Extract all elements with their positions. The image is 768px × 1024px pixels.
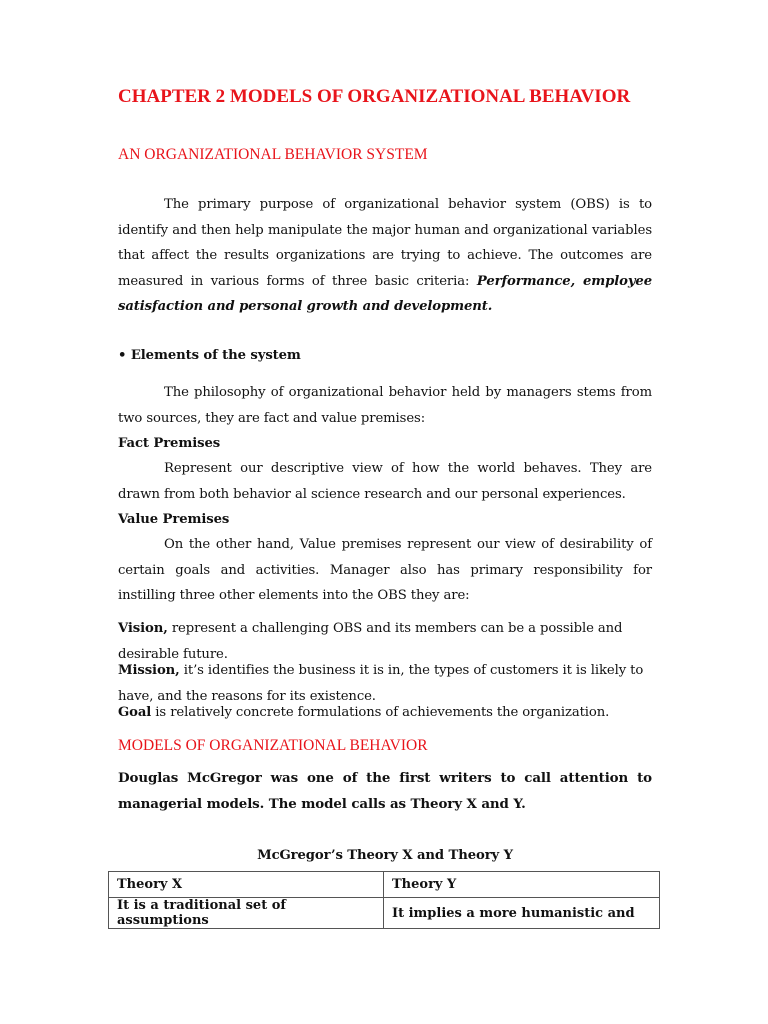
vision-text: represent a challenging OBS and its members can be a possible and desirable future. xyxy=(118,621,623,662)
fact-premises-paragraph xyxy=(118,456,652,507)
table-cell-theory-y: It implies a more humanistic and xyxy=(384,898,660,929)
obs-criteria-emphasis: Performance, employee satisfaction and personal growth and development. xyxy=(118,273,652,314)
obs-paragraph xyxy=(118,192,652,320)
value-premises-paragraph xyxy=(118,532,652,609)
obs-paragraph-text: The primary purpose of organizational behavior system (OBS) is to identify and then help manipulate the major human and organizational variables that affect the results organizations are trying to achieve. The outcomes are measured in various forms of three basic criteria: xyxy=(118,197,652,289)
fact-premises-text: Represent our descriptive view of how the world behaves. They are drawn from both behavior al science research and our personal experiences. xyxy=(118,461,652,502)
value-premises-text: On the other hand, Value premises represent our view of desirability of certain goals and activities. Manager also has primary responsibility for instilling three other elements into the OBS they are: xyxy=(118,537,652,603)
table-header-theory-x: Theory X xyxy=(109,872,384,898)
elements-heading: • Elements of the system xyxy=(118,348,301,363)
fact-premises-heading: Fact Premises xyxy=(118,436,221,451)
table-header-row xyxy=(109,872,660,898)
table-row xyxy=(109,898,660,929)
elements-intro-text: The philosophy of organizational behavior held by managers stems from two sources, they are fact and value premises: xyxy=(118,385,652,426)
value-premises-heading: Value Premises xyxy=(118,512,230,527)
goal-text: is relatively concrete formulations of achievements the organization. xyxy=(151,705,610,720)
table-cell-theory-x: It is a traditional set of assumptions xyxy=(109,898,384,929)
section-heading-models: MODELS OF ORGANIZATIONAL BEHAVIOR xyxy=(118,737,428,754)
table-header-theory-y: Theory Y xyxy=(384,872,660,898)
section-heading-obs: AN ORGANIZATIONAL BEHAVIOR SYSTEM xyxy=(118,146,428,163)
mcgregor-intro: Douglas McGregor was one of the first writers to call attention to managerial models. The model calls as Theory X and Y. xyxy=(118,770,652,812)
mission-text: it’s identifies the business it is in, the types of customers it is likely to have, and the reasons for its existence. xyxy=(118,663,644,704)
table-caption: McGregor’s Theory X and Theory Y xyxy=(257,848,513,863)
goal-paragraph xyxy=(118,700,652,726)
vision-term: Vision, xyxy=(118,621,168,636)
elements-intro xyxy=(118,380,652,431)
chapter-title: CHAPTER 2 MODELS OF ORGANIZATIONAL BEHAVIOR xyxy=(118,86,631,107)
goal-term: Goal xyxy=(118,705,152,720)
theory-table xyxy=(108,871,660,929)
mission-term: Mission, xyxy=(118,663,180,678)
